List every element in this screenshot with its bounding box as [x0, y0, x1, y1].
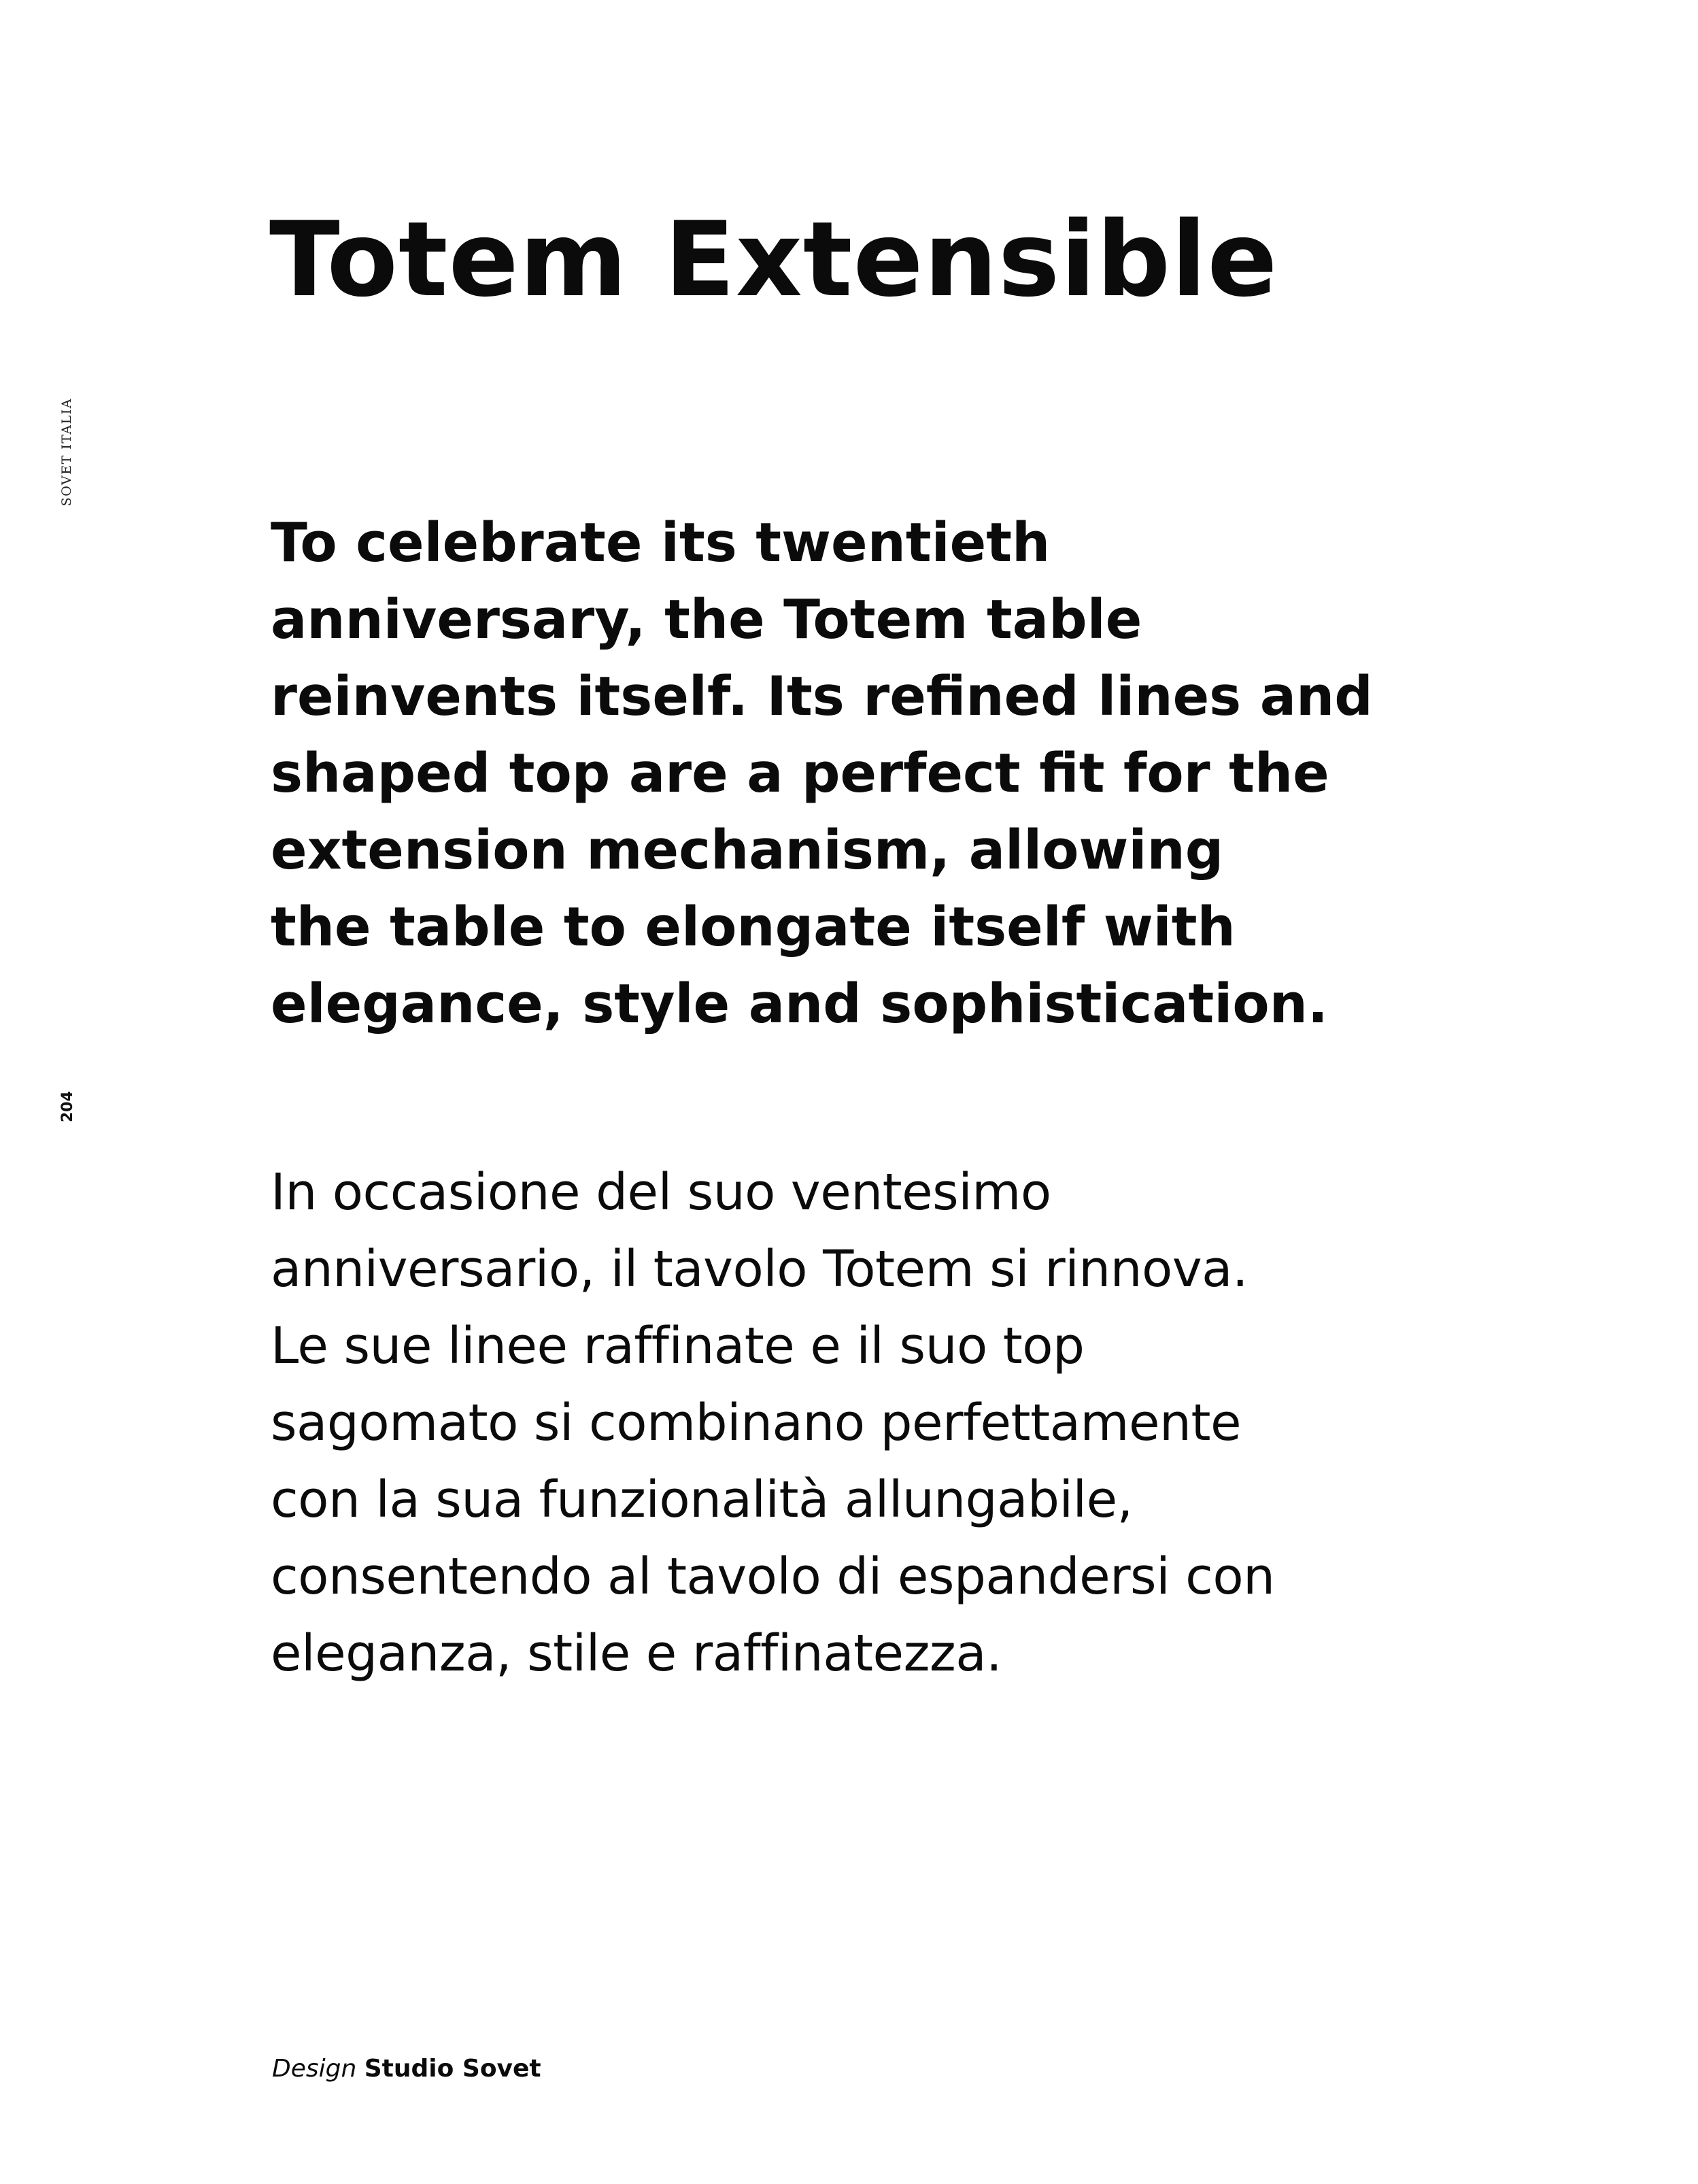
- body-line: Le sue linee raffinate e il suo top: [271, 1317, 1085, 1375]
- lead-line: anniversary, the Totem table: [271, 588, 1142, 651]
- lead-line: the table to elongate itself with: [271, 896, 1236, 958]
- body-line: sagomato si combinano perfettamente: [271, 1394, 1241, 1452]
- design-credit-label: Design: [272, 2055, 357, 2083]
- design-credit-name: Studio Sovet: [364, 2055, 541, 2083]
- body-paragraph-italian: [271, 1154, 1427, 1692]
- page-number: 204: [59, 1091, 76, 1122]
- body-line: con la sua funzionalità allungabile,: [271, 1471, 1133, 1529]
- brand-vertical-label: SOVET ITALIA: [59, 398, 74, 507]
- body-line: anniversario, il tavolo Totem si rinnova.: [271, 1240, 1248, 1298]
- lead-line: extension mechanism, allowing: [271, 819, 1224, 881]
- lead-line: elegance, style and sophistication.: [271, 973, 1328, 1035]
- lead-line: reinvents itself. Its refined lines and: [271, 665, 1373, 728]
- lead-line: To celebrate its twentieth: [271, 511, 1051, 574]
- body-line: consentendo al tavolo di espandersi con: [271, 1547, 1275, 1606]
- lead-line: shaped top are a perfect fit for the: [271, 742, 1329, 805]
- body-line: In occasione del suo ventesimo: [271, 1163, 1051, 1222]
- design-credit: [272, 2053, 541, 2085]
- lead-paragraph-english: [271, 505, 1427, 1043]
- page-title: Totem Extensible: [269, 199, 1278, 320]
- body-line: eleganza, stile e raffinatezza.: [271, 1624, 1002, 1683]
